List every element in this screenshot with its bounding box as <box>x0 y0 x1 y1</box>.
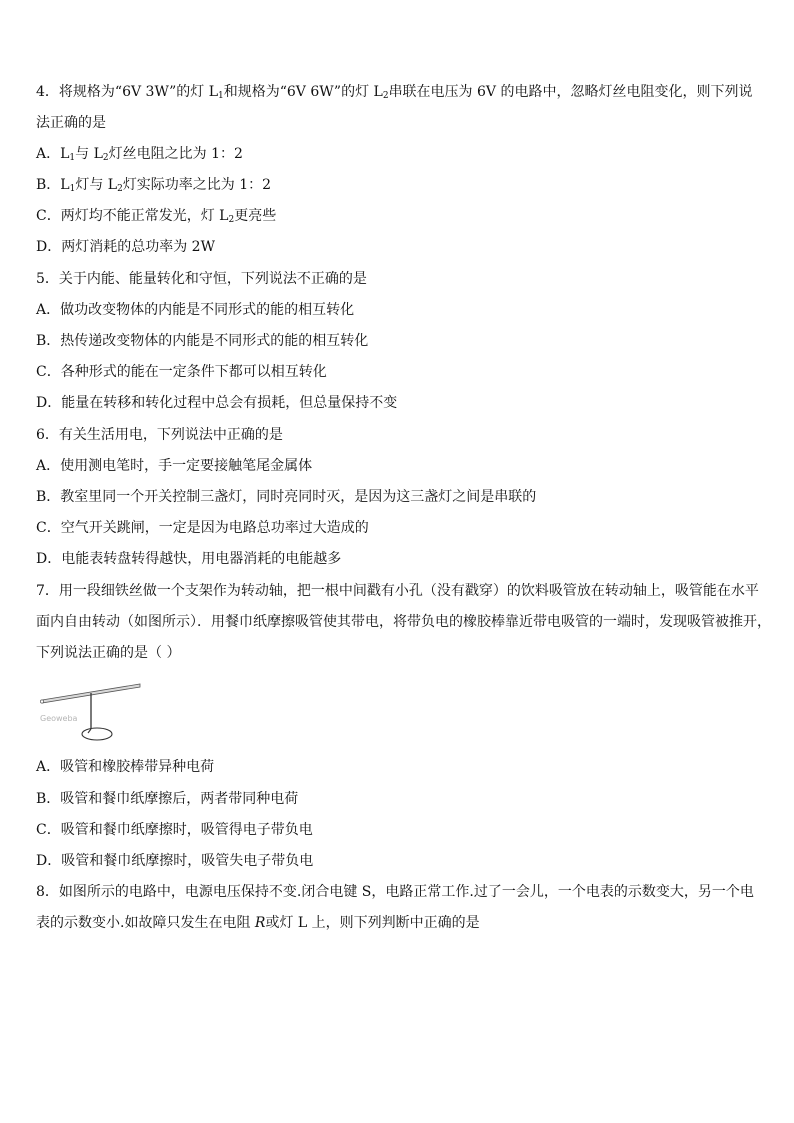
q6-stem: 6．有关生活用电，下列说法中正确的是 <box>36 427 283 443</box>
q7-option-a: A．吸管和橡胶棒带异种电荷 <box>36 759 215 775</box>
q4-option-a: A．$L_1$与 $L_2$灯丝电阻之比为 1：2 <box>36 146 243 163</box>
q6-option-c: C．空气开关跳闸，一定是因为电路总功率过大造成的 <box>36 520 369 536</box>
straw-pivot-figure <box>36 680 148 746</box>
q6-option-b: B．教室里同一个开关控制三盏灯，同时亮同时灭，是因为这三盏灯之间是串联的 <box>36 489 537 505</box>
wire-stand <box>82 693 112 740</box>
q5-option-c: C．各种形式的能在一定条件下都可以相互转化 <box>36 364 327 380</box>
q7-stem-line-2: 面内自由转动（如图所示）．用餐巾纸摩擦吸管使其带电，将带负电的橡胶棒靠近带电吸管的一端时，发现吸管被推开， <box>36 614 771 630</box>
q7-stem-line-3: 下列说法正确的是（ ） <box>36 645 181 661</box>
q4-option-d: D．两灯消耗的总功率为 2W <box>36 239 215 255</box>
q7-option-b: B．吸管和餐巾纸摩擦后，两者带同种电荷 <box>36 791 299 807</box>
q6-option-a: A．使用测电笔时，手一定要接触笔尾金属体 <box>36 458 313 474</box>
q5-stem: 5．关于内能、能量转化和守恒，下列说法不正确的是 <box>36 271 367 287</box>
figure-watermark: Geoweba <box>40 714 78 723</box>
q8-stem-line-2: 表的示数变小.如故障只发生在电阻 R或灯 L 上，则下列判断中正确的是 <box>36 915 480 931</box>
q7-option-d: D．吸管和餐巾纸摩擦时，吸管失电子带负电 <box>36 853 314 869</box>
q5-option-a: A．做功改变物体的内能是不同形式的能的相互转化 <box>36 302 355 318</box>
q4-stem-line-1: 4．将规格为“6V 3W”的灯 $L_1$和规格为“6V 6W”的灯 $L_2$串联在电压为 6V 的电路中，忽略灯丝电阻变化，则下列说 <box>36 84 753 101</box>
q4-option-c: C．两灯均不能正常发光，灯 $L_2$更亮些 <box>36 208 277 225</box>
q7-stem-line-1: 7．用一段细铁丝做一个支架作为转动轴，把一根中间戳有小孔（没有戳穿）的饮料吸管放在转动轴上，吸管能在水平 <box>36 583 759 599</box>
q6-option-d: D．电能表转盘转得越快，用电器消耗的电能越多 <box>36 551 342 567</box>
q5-option-d: D．能量在转移和转化过程中总会有损耗，但总量保持不变 <box>36 395 398 411</box>
q7-option-c: C．吸管和餐巾纸摩擦时，吸管得电子带负电 <box>36 822 313 838</box>
q4-stem-line-2: 法正确的是 <box>36 115 106 131</box>
resistor-symbol-r: R <box>254 915 266 931</box>
drinking-straw <box>40 684 140 703</box>
q5-option-b: B．热传递改变物体的内能是不同形式的能的相互转化 <box>36 333 369 349</box>
q8-stem-line-1: 8．如图所示的电路中，电源电压保持不变.闭合电键 S，电路正常工作.过了一会儿，一个电表的示数变大，另一个电 <box>36 884 754 900</box>
q4-option-b: B．$L_1$灯与 $L_2$灯实际功率之比为 1：2 <box>36 177 272 194</box>
